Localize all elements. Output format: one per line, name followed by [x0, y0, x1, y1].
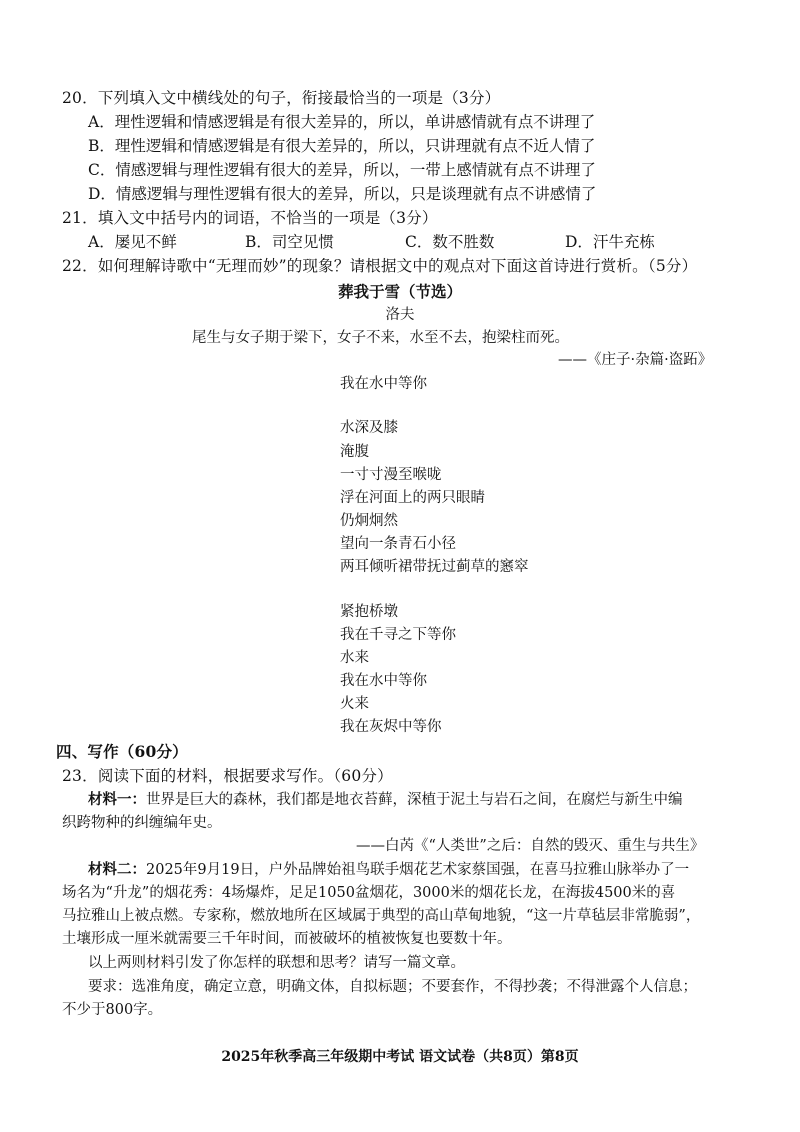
poem-line: 浮在河面上的两只眼睛: [340, 490, 485, 506]
material1-label: 材料一：: [88, 791, 146, 808]
material2-label: 材料二：: [88, 861, 146, 878]
material1-text: 世界是巨大的森林，我们都是地衣苔藓，深植于泥土与岩石之间，在腐烂与新生中编: [146, 792, 683, 808]
poem-line: 望向一条青石小径: [340, 536, 456, 552]
poem-line: 我在灰烬中等你: [340, 719, 442, 735]
q21-option-b: B．司空见惯: [245, 233, 334, 251]
poem-author: 洛夫: [385, 307, 415, 323]
material2-line: 马拉雅山上被点燃。专家称，燃放地所在区域属于典型的高山草甸地貌，“这一片草毡层非常脆弱”，: [62, 908, 701, 924]
material2-text: 2025年9月19日，户外品牌始祖鸟联手烟花艺术家蔡国强，在喜马拉雅山脉举办了一: [146, 862, 690, 878]
poem-line: 我在水中等你: [340, 673, 427, 689]
q20-option-a: A．理性逻辑和情感逻辑是有很大差异的，所以，单讲感情就有点不讲理了: [88, 113, 596, 131]
q20-option-b: B．理性逻辑和情感逻辑是有很大差异的，所以，只讲理就有点不近人情了: [88, 137, 596, 155]
q22-stem: 22．如何理解诗歌中“无理而妙”的现象？请根据文中的观点对下面这首诗进行赏析。（5分）: [62, 257, 698, 275]
page-footer: 2025年秋季高三年级期中考试 语文试卷（共8页）第8页: [221, 1049, 579, 1065]
poem-epigraph-source: ——《庄子·杂篇·盗跖》: [558, 352, 713, 368]
material2-line: 场名为“升龙”的烟花秀：4场爆炸，足足1050盆烟花，3000米的烟花长龙，在海拔4500米的喜: [62, 885, 676, 901]
writing-requirements: 要求：选准角度，确定立意，明确文体，自拟标题；不要套作，不得抄袭；不得泄露个人信息；: [88, 979, 697, 995]
poem-line: 我在水中等你: [340, 376, 427, 392]
poem-line: 紧抱桥墩: [340, 604, 398, 620]
poem-title: 葬我于雪（节选）: [337, 282, 462, 301]
poem-line: 淹腹: [340, 444, 369, 460]
poem-line: 两耳倾听裙带抚过蓟草的窸窣: [340, 559, 529, 575]
q23-stem: 23．阅读下面的材料，根据要求写作。（60分）: [62, 767, 393, 785]
poem-line: 我在千寻之下等你: [340, 627, 456, 643]
poem-epigraph: 尾生与女子期于梁下，女子不来，水至不去，抱梁柱而死。: [192, 330, 569, 346]
q21-option-c: C．数不胜数: [405, 233, 495, 251]
material2-line: 土壤形成一厘米就需要三千年时间，而被破坏的植被恢复也要数十年。: [62, 931, 512, 947]
poem-line: 仍炯炯然: [340, 513, 398, 529]
q20-stem: 20．下列填入文中横线处的句子，衔接最恰当的一项是（3分）: [62, 89, 501, 107]
q20-option-d: D．情感逻辑与理性逻辑有很大的差异，所以，只是谈理就有点不讲感情了: [88, 185, 597, 203]
q21-option-d: D．汗牛充栋: [565, 233, 655, 251]
poem-line: 水来: [340, 650, 369, 666]
q21-stem: 21．填入文中括号内的词语，不恰当的一项是（3分）: [62, 209, 438, 227]
poem-line: 火来: [340, 696, 369, 712]
material1-source: ——白芮《“人类世”之后：自然的毁灭、重生与共生》: [356, 838, 705, 854]
writing-requirements-cont: 不少于800字。: [62, 1002, 163, 1018]
section-heading: 四、写作（60分）: [56, 742, 188, 761]
poem-line: 一寸寸漫至喉咙: [340, 467, 442, 483]
material1-first-line: [88, 788, 683, 809]
q21-option-a: A．屡见不鲜: [88, 233, 177, 251]
material2-first-line: [88, 858, 689, 879]
poem-line: 水深及膝: [340, 420, 398, 436]
writing-prompt: 以上两则材料引发了你怎样的联想和思考？请写一篇文章。: [88, 955, 465, 971]
q20-option-c: C．情感逻辑与理性逻辑有很大的差异，所以，一带上感情就有点不讲理了: [88, 161, 596, 179]
material1-line: 织跨物种的纠缠编年史。: [62, 815, 222, 831]
